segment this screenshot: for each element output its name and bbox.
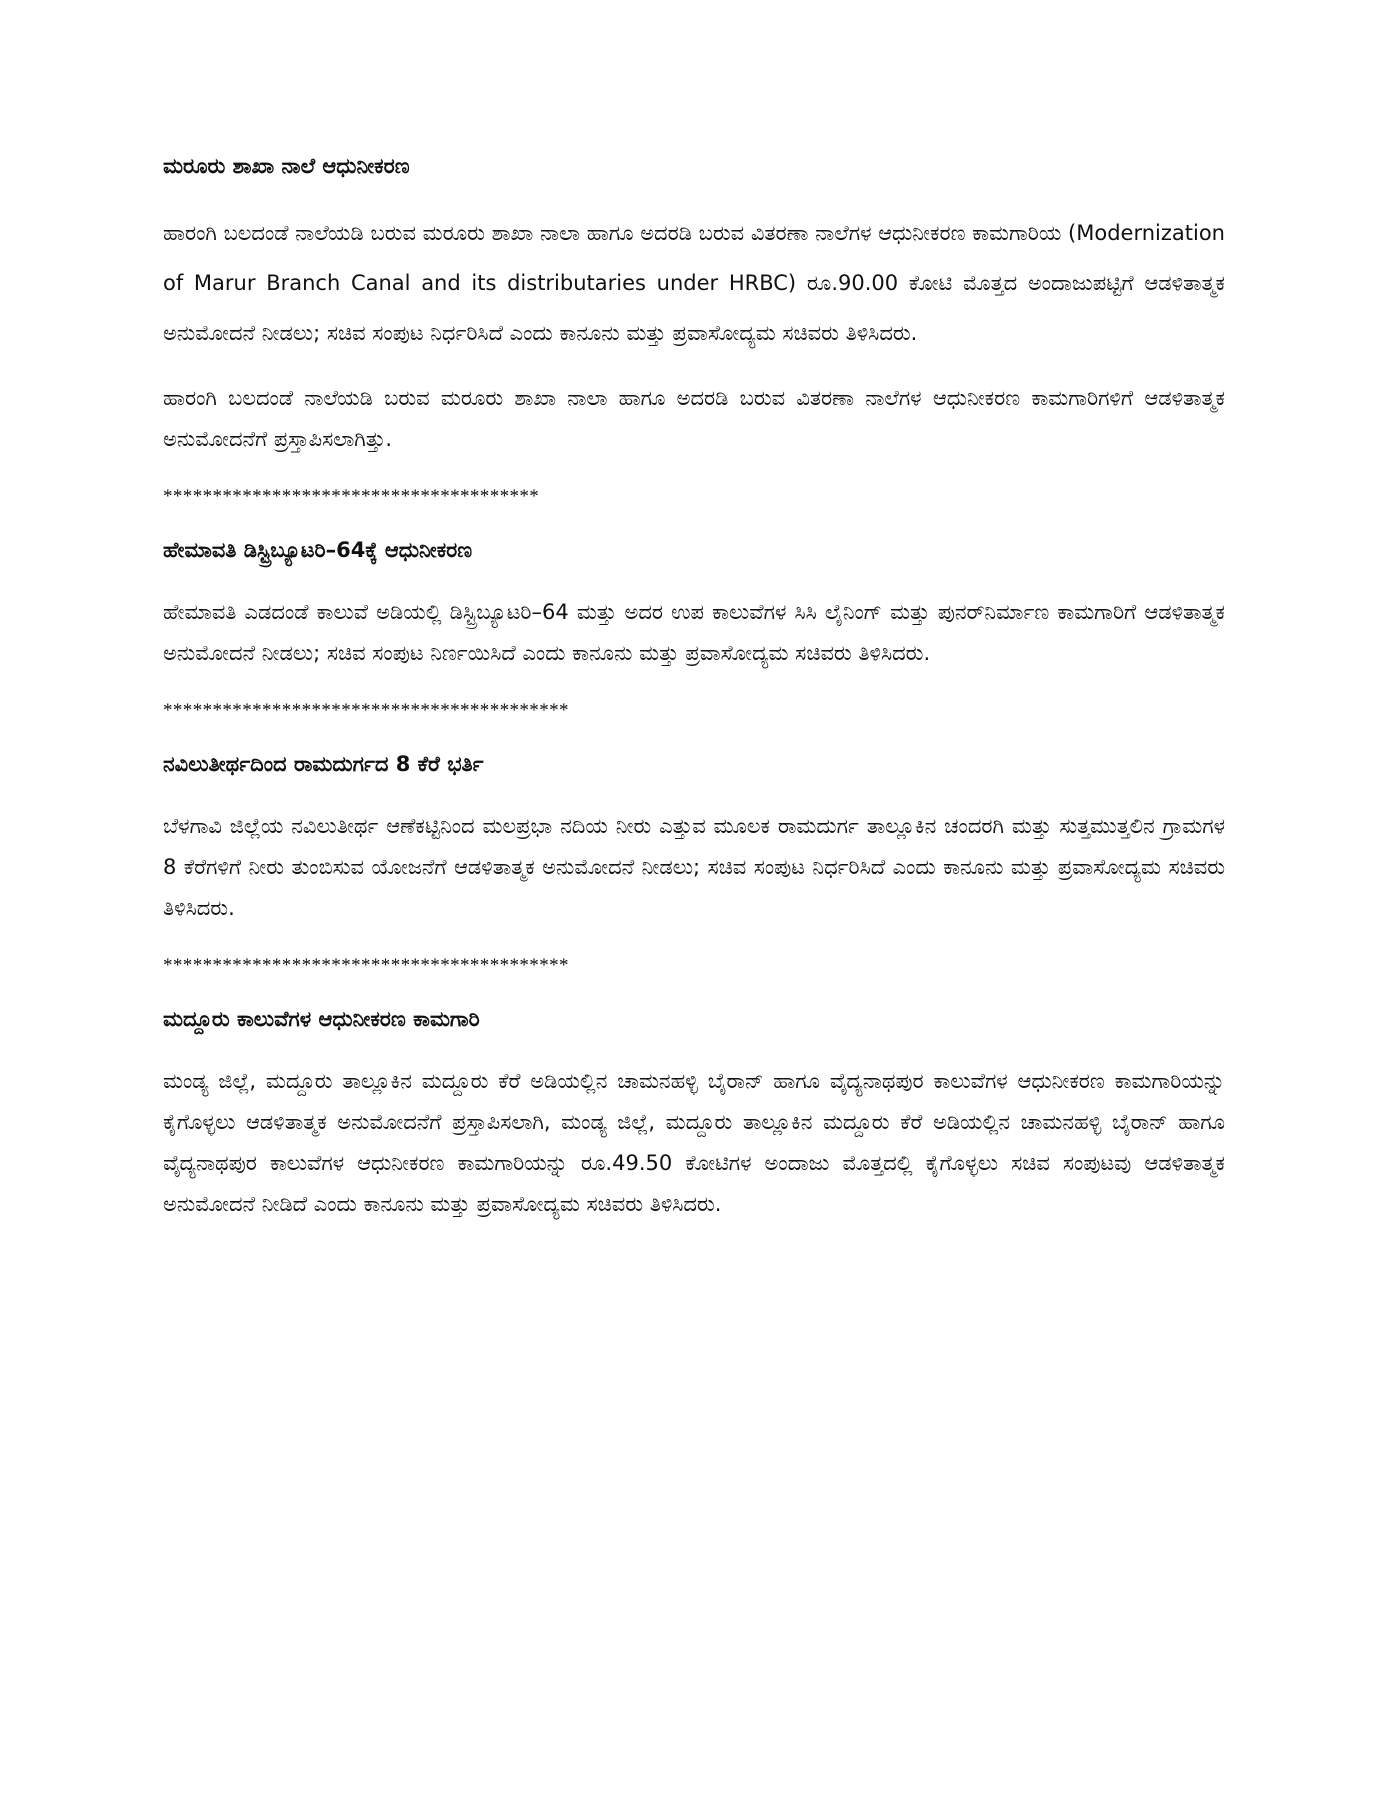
paragraph: ಮಂಡ್ಯ ಜಿಲ್ಲೆ, ಮದ್ದೂರು ತಾಲ್ಲೂಕಿನ ಮದ್ದೂರು ಕೆರೆ ಅಡಿಯಲ್ಲಿನ ಚಾಮನಹಳ್ಳಿ ಬೈರಾನ್ ಹಾಗೂ ವೈದ್ಯನಾಥಪುರ ಕಾಲುವೆಗಳ ಆಧುನೀಕರಣ ಕಾಮಗಾರಿಯನ್ನು ಕೈಗೊಳ್ಳಲು ಆಡಳಿತಾತ್ಮಕ ಅನುಮೋದನೆಗೆ ಪ್ರಸ್ತಾಪಿಸಲಾಗಿ, ಮಂಡ್ಯ ಜಿಲ್ಲೆ, ಮದ್ದೂರು ತಾಲ್ಲೂಕಿನ ಮದ್ದೂರು ಕೆರೆ ಅಡಿಯಲ್ಲಿನ ಚಾಮನಹಳ್ಳಿ ಬೈರಾನ್ ಹಾಗೂ ವೈದ್ಯನಾಥಪುರ ಕಾಲುವೆಗಳ ಆಧುನೀಕರಣ ಕಾಮಗಾರಿಯನ್ನು ರೂ.49.50 ಕೋಟಿಗಳ ಅಂದಾಜು ಮೊತ್ತದಲ್ಲಿ ಕೈಗೊಳ್ಳಲು ಸಚಿವ ಸಂಪುಟವು ಆಡಳಿತಾತ್ಮಕ ಅನುಮೋದನೆ ನೀಡಿದೆ ಎಂದು ಕಾನೂನು ಮತ್ತು ಪ್ರವಾಸೋದ್ಯಮ ಸಚಿವರು ತಿಳಿಸಿದರು.: [163, 1069, 1225, 1216]
section-heading: ಮದ್ದೂರು ಕಾಲುವೆಗಳ ಆಧುನೀಕರಣ ಕಾಮಗಾರಿ: [163, 1007, 480, 1031]
separator: **************************************: [163, 486, 540, 507]
paragraph: ಹೇಮಾವತಿ ಎಡದಂಡೆ ಕಾಲುವೆ ಅಡಿಯಲ್ಲಿ ಡಿಸ್ಟ್ರಿಬ್ಯೂಟರಿ–64 ಮತ್ತು ಅದರ ಉಪ ಕಾಲುವೆಗಳ ಸಿಸಿ ಲೈನಿಂಗ್ ಮತ್ತು ಪುನರ್‌ನಿರ್ಮಾಣ ಕಾಮಗಾರಿಗೆ ಆಡಳಿತಾತ್ಮಕ ಅನುಮೋದನೆ ನೀಡಲು; ಸಚಿವ ಸಂಪುಟ ನಿರ್ಣಯಿಸಿದೆ ಎಂದು ಕಾನೂನು ಮತ್ತು ಪ್ರವಾಸೋದ್ಯಮ ಸಚಿವರು ತಿಳಿಸಿದರು.: [163, 600, 1225, 665]
separator: *****************************************: [163, 700, 569, 721]
section-navilutheertha-lakes: [163, 748, 1225, 981]
section-heading: ಹೇಮಾವತಿ ಡಿಸ್ಟ್ರಿಬ್ಯೂಟರಿ–64ಕ್ಕೆ ಆಧುನೀಕರಣ: [163, 538, 473, 562]
section-maddur-canals: [163, 1003, 1225, 1225]
document-page: [163, 150, 1225, 1245]
section-hemavathi-distributary: [163, 534, 1225, 726]
section-marur-canal: [163, 150, 1225, 512]
paragraph: ಹಾರಂಗಿ ಬಲದಂಡೆ ನಾಲೆಯಡಿ ಬರುವ ಮರೂರು ಶಾಖಾ ನಾಲಾ ಹಾಗೂ ಅದರಡಿ ಬರುವ ವಿತರಣಾ ನಾಲೆಗಳ ಆಧುನೀಕರಣ ಕಾಮಗಾರಿಗಳಿಗೆ ಆಡಳಿತಾತ್ಮಕ ಅನುಮೋದನೆಗೆ ಪ್ರಸ್ತಾಪಿಸಲಾಗಿತ್ತು.: [163, 386, 1225, 451]
section-heading: ಮರೂರು ಶಾಖಾ ನಾಲೆ ಆಧುನೀಕರಣ: [163, 154, 410, 178]
section-heading: ನವಿಲುತೀರ್ಥದಿಂದ ರಾಮದುರ್ಗದ 8 ಕೆರೆ ಭರ್ತಿ: [163, 752, 484, 776]
paragraph: ಹಾರಂಗಿ ಬಲದಂಡೆ ನಾಲೆಯಡಿ ಬರುವ ಮರೂರು ಶಾಖಾ ನಾಲಾ ಹಾಗೂ ಅದರಡಿ ಬರುವ ವಿತರಣಾ ನಾಲೆಗಳ ಆಧುನೀಕರಣ ಕಾಮಗಾರಿಯ (Modernization of Marur Branch Canal and its distributaries under HRBC) ರೂ.90.00 ಕೋಟಿ ಮೊತ್ತದ ಅಂದಾಜುಪಟ್ಟಿಗೆ ಆಡಳಿತಾತ್ಮಕ ಅನುಮೋದನೆ ನೀಡಲು; ಸಚಿವ ಸಂಪುಟ ನಿರ್ಧರಿಸಿದೆ ಎಂದು ಕಾನೂನು ಮತ್ತು ಪ್ರವಾಸೋದ್ಯಮ ಸಚಿವರು ತಿಳಿಸಿದರು.: [163, 221, 1225, 345]
paragraph: ಬೆಳಗಾವಿ ಜಿಲ್ಲೆಯ ನವಿಲುತೀರ್ಥ ಆಣೆಕಟ್ಟಿನಿಂದ ಮಲಪ್ರಭಾ ನದಿಯ ನೀರು ಎತ್ತುವ ಮೂಲಕ ರಾಮದುರ್ಗ ತಾಲ್ಲೂಕಿನ ಚಂದರಗಿ ಮತ್ತು ಸುತ್ತಮುತ್ತಲಿನ ಗ್ರಾಮಗಳ 8 ಕೆರೆಗಳಿಗೆ ನೀರು ತುಂಬಿಸುವ ಯೋಜನೆಗೆ ಆಡಳಿತಾತ್ಮಕ ಅನುಮೋದನೆ ನೀಡಲು; ಸಚಿವ ಸಂಪುಟ ನಿರ್ಧರಿಸಿದೆ ಎಂದು ಕಾನೂನು ಮತ್ತು ಪ್ರವಾಸೋದ್ಯಮ ಸಚಿವರು ತಿಳಿಸಿದರು.: [163, 814, 1225, 920]
separator: *****************************************: [163, 955, 569, 976]
